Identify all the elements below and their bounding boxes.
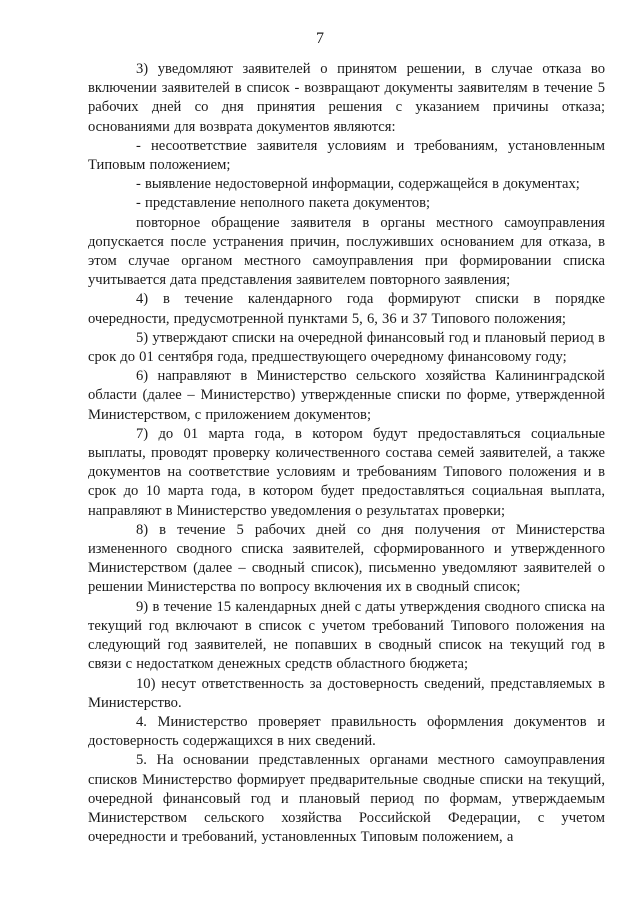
paragraph-item-3: 3) уведомляют заявителей о принятом решении, в случае отказа во включении заявителей в список - возвращают документы заявителям в течение 5 рабочих дней со дня принятия решения с указанием причины отказа; основаниями для возврата документов являются:	[88, 61, 605, 135]
paragraph-item-5: 5) утверждают списки на очередной финансовый год и плановый период в срок до 01 сентября года, предшествующего очередному финансовому году;	[88, 329, 605, 366]
paragraph-item-9: 9) в течение 15 календарных дней с даты утверждения сводного списка на текущий год включают в список с учетом требований Типового положения на следующий год заявителей, не попавших в сводный список на текущий год в связи с недостатком денежных средств областного бюджета;	[88, 598, 605, 673]
paragraph-section-4: 4. Министерство проверяет правильность оформления документов и достоверность содержащихся в них сведений.	[88, 713, 605, 750]
paragraph-item-7: 7) до 01 марта года, в котором будут предоставляться социальные выплаты, проводят проверку количественного состава семей заявителей, а также документов на соответствие условиям и требованиям Типового положения и в срок до 10 марта года, в котором будет предоставляться социальная выплата, направляют в Министерство уведомления о результатах проверки;	[88, 425, 605, 519]
paragraph-section-5: 5. На основании представленных органами местного самоуправления списков Министерство формирует предварительные сводные списки на текущий, очередной финансовый год и плановый период по формам, утверждаемым Министерством сельского хозяйства Российской Федерации, с учетом очередности и требований, установленных Типовым положением, а	[88, 752, 605, 846]
page-number: 7	[316, 30, 324, 47]
reason-nonconformity: - несоответствие заявителя условиям и требованиям, установленным Типовым положением;	[88, 137, 605, 174]
paragraph-item-4: 4) в течение календарного года формируют списки в порядке очередности, предусмотренной пунктами 5, 6, 36 и 37 Типового положения;	[88, 291, 605, 327]
reason-incomplete-package: - представление неполного пакета документов;	[136, 195, 431, 212]
paragraph-repeat-application: повторное обращение заявителя в органы местного самоуправления допускается после устранения причин, послуживших основанием для отказа, в этом случае органом местного самоуправления при формировании списка учитывается дата представления заявителем повторного заявления;	[88, 214, 605, 289]
paragraph-item-8: 8) в течение 5 рабочих дней со дня получения от Министерства измененного сводного списка заявителей, сформированного и утвержденного Министерством (далее – сводный список), письменно уведомляют заявителей о решении Министерства по вопросу включения их в сводный список;	[88, 521, 605, 596]
document-body	[88, 60, 605, 847]
paragraph-item-10: 10) несут ответственность за достоверность сведений, представляемых в Министерство.	[88, 675, 605, 711]
paragraph-item-6: 6) направляют в Министерство сельского хозяйства Калининградской области (далее – Министерство) утвержденные списки по форме, утвержденной Министерством, с приложением документов;	[88, 368, 605, 423]
reason-false-info: - выявление недостоверной информации, содержащейся в документах;	[136, 176, 580, 193]
